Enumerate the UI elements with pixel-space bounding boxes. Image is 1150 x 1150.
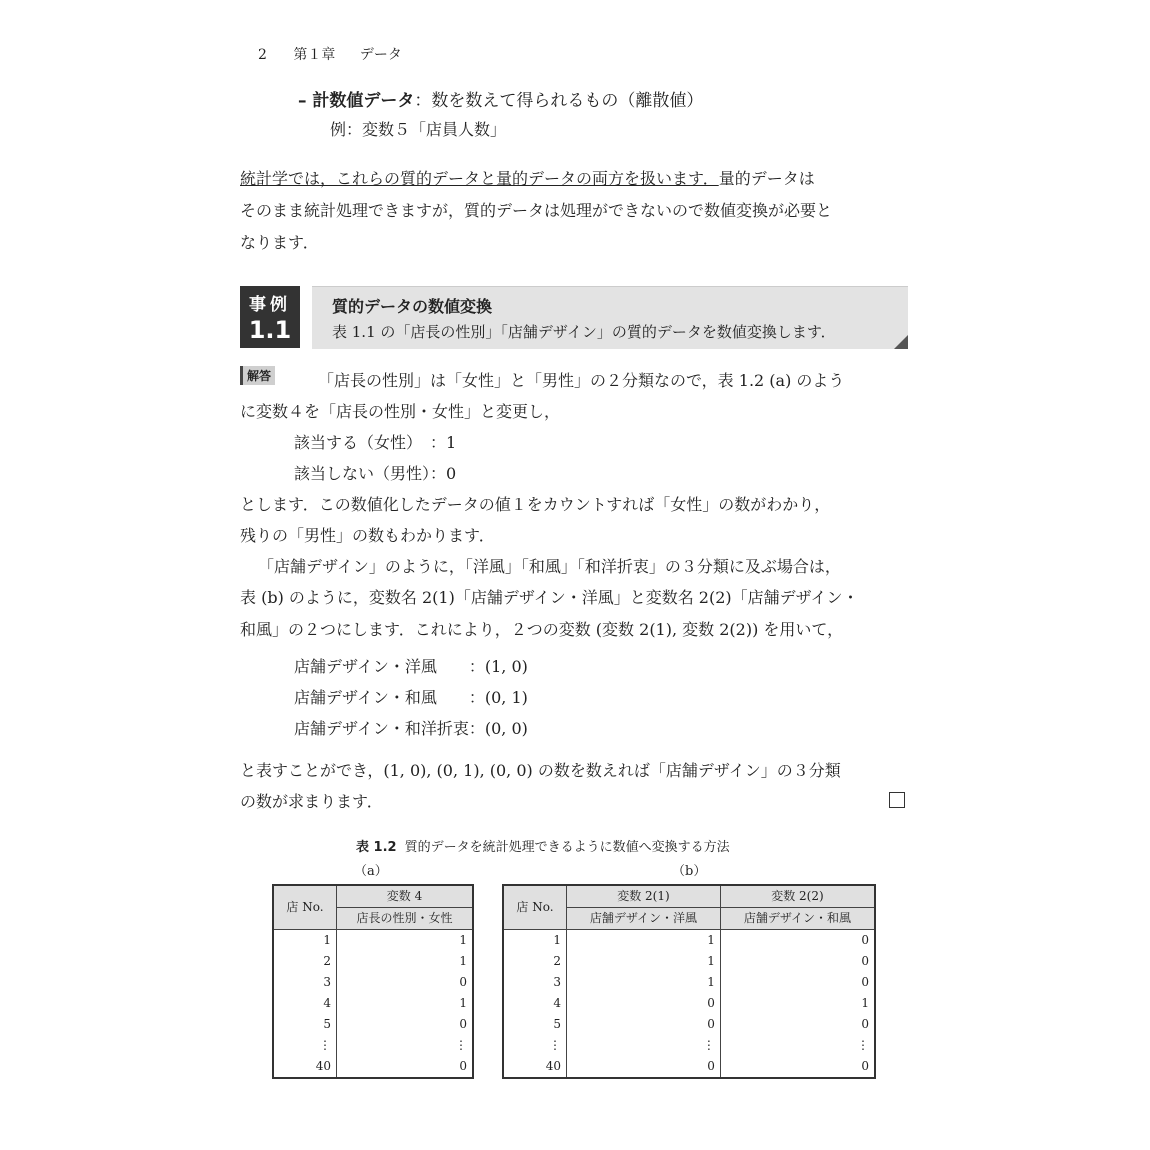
- table-cell: ⋮: [455, 1038, 467, 1052]
- table-row: [503, 930, 875, 952]
- table-row: [273, 1056, 473, 1078]
- chapter-number: 第１章: [293, 47, 336, 63]
- table-cell: ⋮: [273, 1035, 337, 1056]
- table-cell: 3: [273, 972, 337, 993]
- example-tag: [240, 286, 300, 348]
- answer-line-1: 「店長の性別」は「女性」と「男性」の２分類なので，表 1.2 (a) のよう: [318, 371, 845, 390]
- chapter-title: データ: [359, 47, 402, 63]
- table-row: [503, 1056, 875, 1078]
- table-row: [503, 951, 875, 972]
- table-caption-label: 表 1.2: [356, 840, 397, 855]
- answer-code-1: 該当する（女性） ：1: [294, 433, 457, 452]
- table-cell: 4: [503, 993, 567, 1014]
- table-row: [273, 1035, 473, 1056]
- table-cell: 0: [567, 993, 721, 1014]
- table-cell: 0: [459, 1017, 467, 1031]
- answer-tag: 解答: [240, 366, 275, 385]
- answer-line-8: と表すことができ，(1, 0), (0, 1), (0, 0) の数を数えれば「店舗デザイン」の３分類: [240, 761, 841, 780]
- table-row: [273, 993, 473, 1014]
- table-cell: 5: [503, 1014, 567, 1035]
- table-a-header-no: 店 No.: [273, 885, 337, 930]
- table-cell: 0: [861, 1017, 869, 1031]
- table-caption: [356, 836, 730, 855]
- table-cell: 0: [861, 975, 869, 989]
- table-cell: 0: [567, 1014, 721, 1035]
- table-cell: 0: [861, 933, 869, 947]
- table-cell: ⋮: [503, 1035, 567, 1056]
- example-description: 表 1.1 の「店長の性別」「店舗デザイン」の質的データを数値変換します．: [332, 323, 836, 341]
- table-cell: 3: [503, 972, 567, 993]
- table-cell: 1: [567, 951, 721, 972]
- bullet-definition: ：数を数えて得られるもの（離散値）: [414, 91, 704, 111]
- table-cell: 0: [861, 954, 869, 968]
- table-a-label: （a）: [354, 864, 388, 879]
- example-tag-label: 事例: [249, 295, 291, 315]
- table-cell: 1: [567, 930, 721, 952]
- table-cell: 2: [503, 951, 567, 972]
- table-cell: 0: [337, 1056, 474, 1078]
- intro-underlined: 統計学では，これらの質的データと量的データの両方を扱います．: [240, 169, 719, 188]
- answer-line-6: 表 (b) のように，変数名 2(1)「店舗デザイン・洋風」と変数名 2(2)「店舗デザイン・: [240, 588, 859, 607]
- table-cell: 0: [567, 1056, 721, 1078]
- table-row: [273, 1014, 473, 1035]
- table-cell: ⋮: [857, 1038, 869, 1052]
- table-cell: 0: [720, 1056, 875, 1078]
- table-cell: 1: [273, 930, 337, 952]
- example-tag-number: 1.1: [248, 316, 292, 344]
- table-b-header-var1: 変数 2(1): [567, 885, 721, 908]
- table-b: [502, 884, 876, 1079]
- table-b-header-no: 店 No.: [503, 885, 567, 930]
- table-cell: 40: [273, 1056, 337, 1078]
- table-b-header-desc2: 店舗デザイン・和風: [720, 908, 875, 930]
- page-number: 2: [258, 47, 267, 63]
- answer-line-3: とします．この数値化したデータの値１をカウントすれば「女性」の数がわかり，: [240, 495, 831, 514]
- answer-encoding-3: 店舗デザイン・和洋折衷：(0, 0): [294, 719, 528, 738]
- table-a: [272, 884, 474, 1079]
- table-cell: ⋮: [567, 1035, 721, 1056]
- intro-line-2: そのまま統計処理できますが，質的データは処理ができないので数値変換が必要と: [240, 201, 833, 220]
- table-b-header-var2: 変数 2(2): [720, 885, 875, 908]
- table-row: [503, 972, 875, 993]
- answer-line-5: 「店舗デザイン」のように，「洋風」「和風」「和洋折衷」の３分類に及ぶ場合は，: [258, 557, 841, 576]
- table-cell: 1: [459, 933, 467, 947]
- table-cell: 40: [503, 1056, 567, 1078]
- answer-line-2: に変数４を「店長の性別・女性」と変更し，: [240, 402, 561, 421]
- answer-line-9: の数が求まります．: [240, 792, 383, 811]
- answer-line-7: 和風」の２つにします．これにより，２つの変数 (変数 2(1), 変数 2(2)) を用いて，: [240, 620, 844, 639]
- table-a-header-var: 変数 4: [337, 885, 474, 908]
- table-a-header-desc: 店長の性別・女性: [337, 908, 474, 930]
- table-row: [503, 1014, 875, 1035]
- table-cell: 1: [459, 996, 467, 1010]
- table-row: [273, 951, 473, 972]
- table-cell: 1: [861, 996, 869, 1010]
- table-cell: 1: [459, 954, 467, 968]
- answer-line-4: 残りの「男性」の数もわかります．: [240, 526, 495, 545]
- table-cell: 0: [459, 975, 467, 989]
- table-cell: 1: [567, 972, 721, 993]
- answer-code-2: 該当しない（男性）：0: [294, 464, 457, 483]
- table-caption-text: 質的データを統計処理できるように数値へ変換する方法: [404, 840, 730, 855]
- table-cell: 5: [273, 1014, 337, 1035]
- table-row: [273, 972, 473, 993]
- end-of-proof-box-icon: [889, 792, 905, 808]
- table-cell: 1: [503, 930, 567, 952]
- intro-line-3: なります．: [240, 233, 319, 252]
- table-row: [503, 1035, 875, 1056]
- bullet-example: 例：変数５「店員人数」: [330, 120, 507, 139]
- answer-encoding-2: 店舗デザイン・和風 ：(0, 1): [294, 688, 528, 707]
- example-banner: [240, 286, 908, 348]
- table-cell: 4: [273, 993, 337, 1014]
- answer-encoding-1: 店舗デザイン・洋風 ：(1, 0): [294, 657, 528, 676]
- banner-corner-mark: [894, 335, 908, 349]
- table-b-header-desc1: 店舗デザイン・洋風: [567, 908, 721, 930]
- bullet-item: [298, 86, 703, 111]
- table-cell: 2: [273, 951, 337, 972]
- intro-line-1: [240, 166, 815, 189]
- table-row: [273, 930, 473, 952]
- table-row: [503, 993, 875, 1014]
- example-title: 質的データの数値変換: [332, 297, 493, 316]
- running-header: [258, 44, 402, 64]
- table-b-label: （b）: [672, 864, 707, 879]
- intro-line-1-rest: 量的データは: [718, 169, 815, 188]
- bullet-term: – 計数値データ: [298, 91, 415, 111]
